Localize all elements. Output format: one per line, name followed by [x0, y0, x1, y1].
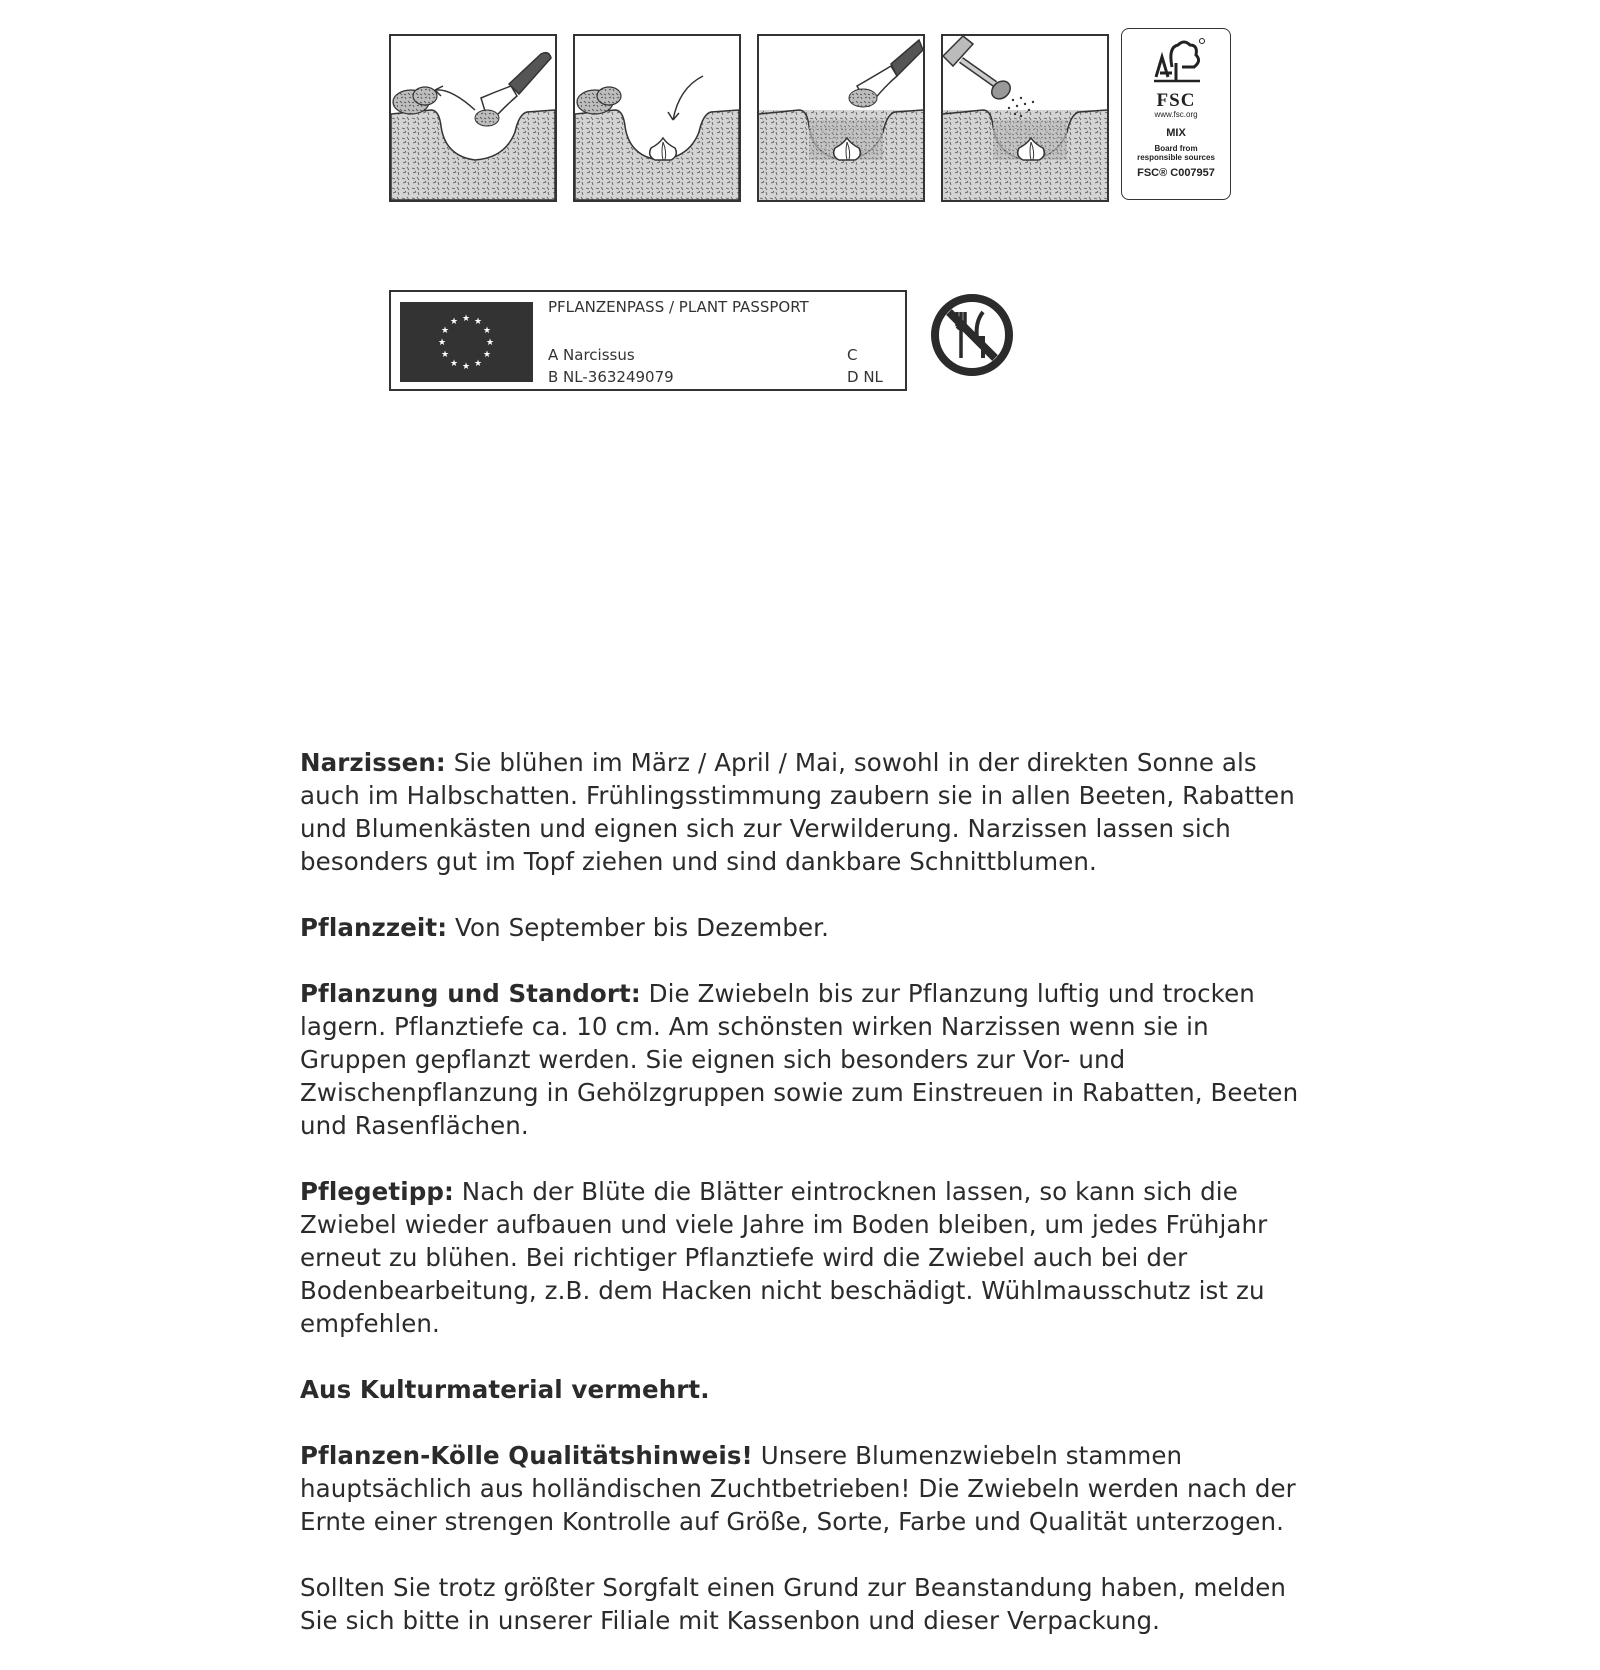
no-eating-icon: [929, 292, 1015, 378]
planting-step-cover: [757, 34, 925, 202]
fsc-board-line2: responsible sources: [1137, 153, 1215, 162]
text-pflanzzeit: Von September bis Dezember.: [447, 913, 829, 942]
fsc-tree-icon: [1122, 37, 1230, 92]
paragraph-narzissen: [300, 746, 1320, 878]
paragraph-kulturmaterial: [300, 1373, 1320, 1406]
planting-step-place-bulb: [573, 34, 741, 202]
passport-field-c: C: [847, 346, 858, 364]
label-pflanzzeit: Pflanzzeit:: [300, 913, 448, 942]
svg-text:★: ★: [449, 317, 459, 327]
paragraph-pflanzzeit: [300, 911, 1320, 944]
eu-flag-icon: [400, 302, 533, 382]
planting-step-water: [941, 34, 1109, 202]
passport-field-b: B NL-363249079: [548, 368, 674, 386]
fsc-url: www.fsc.org: [1154, 110, 1198, 119]
svg-text:★: ★: [473, 317, 483, 327]
fsc-mix: MIX: [1166, 127, 1186, 139]
passport-field-a: A Narcissus: [548, 346, 635, 364]
label-kulturmaterial: Aus Kulturmaterial vermehrt.: [300, 1375, 710, 1404]
fsc-code: FSC® C007957: [1137, 167, 1215, 179]
fsc-name: FSC: [1156, 90, 1196, 111]
text-pflegetipp: Nach der Blüte die Blätter eintrocknen lassen, so kann sich die Zwiebel wieder aufbauen und viele Jahre im Boden bleiben, um jedes Frühjahr erneut zu blühen. Bei richtiger Pflanztiefe wird die Zwiebel auch bei der Bodenbearbeitung, z.B. dem Hacken nicht beschädigt. Wühlmausschutz ist zu empfehlen.: [300, 1177, 1268, 1338]
paragraph-qualitaet: [300, 1439, 1320, 1538]
text-beanstandung: Sollten Sie trotz größter Sorgfalt einen Grund zur Beanstandung haben, melden Sie sich bitte in unserer Filiale mit Kassenbon und dieser Verpackung.: [300, 1573, 1287, 1635]
passport-field-d: D NL: [847, 368, 883, 386]
svg-text:★: ★: [440, 350, 450, 360]
planting-step-dig: [389, 34, 557, 202]
product-description: [300, 746, 1320, 1670]
label-pflegetipp: Pflegetipp:: [300, 1177, 454, 1206]
svg-text:★: ★: [461, 314, 471, 324]
svg-text:★: ★: [440, 326, 450, 336]
svg-text:★: ★: [485, 338, 495, 348]
paragraph-pflegetipp: [300, 1175, 1320, 1340]
svg-text:★: ★: [482, 350, 492, 360]
text-pflanzung: Die Zwiebeln bis zur Pflanzung luftig und trocken lagern. Pflanztiefe ca. 10 cm. Am schönsten wirken Narzissen wenn sie in Gruppen gepflanzt werden. Sie eignen sich besonders zur Vor- und Zwischenpflanzung in Gehölzgruppen sowie zum Einstreuen in Rabatten, Beeten und Rasenflächen.: [300, 979, 1299, 1140]
text-qualitaet: Unsere Blumenzwiebeln stammen hauptsächlich aus holländischen Zuchtbetrieben! Die Zwiebeln werden nach der Ernte einer strengen Kontrolle auf Größe, Sorte, Farbe und Qualität unterzogen.: [300, 1441, 1296, 1536]
svg-text:★: ★: [473, 359, 483, 369]
svg-text:★: ★: [437, 338, 447, 348]
paragraph-pflanzung: [300, 977, 1320, 1142]
fsc-board-line1: Board from: [1154, 144, 1198, 153]
passport-title: PFLANZENPASS / PLANT PASSPORT: [548, 298, 809, 316]
plant-passport: [389, 290, 907, 391]
svg-text:★: ★: [449, 359, 459, 369]
label-narzissen: Narzissen:: [300, 748, 446, 777]
fsc-label: [1121, 28, 1231, 200]
svg-text:★: ★: [482, 326, 492, 336]
label-qualitaet: Pflanzen-Kölle Qualitätshinweis!: [300, 1441, 753, 1470]
label-pflanzung: Pflanzung und Standort:: [300, 979, 641, 1008]
text-narzissen: Sie blühen im März / April / Mai, sowohl in der direkten Sonne als auch im Halbschatten. Frühlingsstimmung zaubern sie in allen Beeten, Rabatten und Blumenkästen und eignen sich zur Verwilderung. Narzissen lassen sich besonders gut im Topf ziehen und sind dankbare Schnittblumen.: [300, 748, 1295, 876]
svg-text:★: ★: [461, 362, 471, 372]
paragraph-beanstandung: [300, 1571, 1320, 1637]
